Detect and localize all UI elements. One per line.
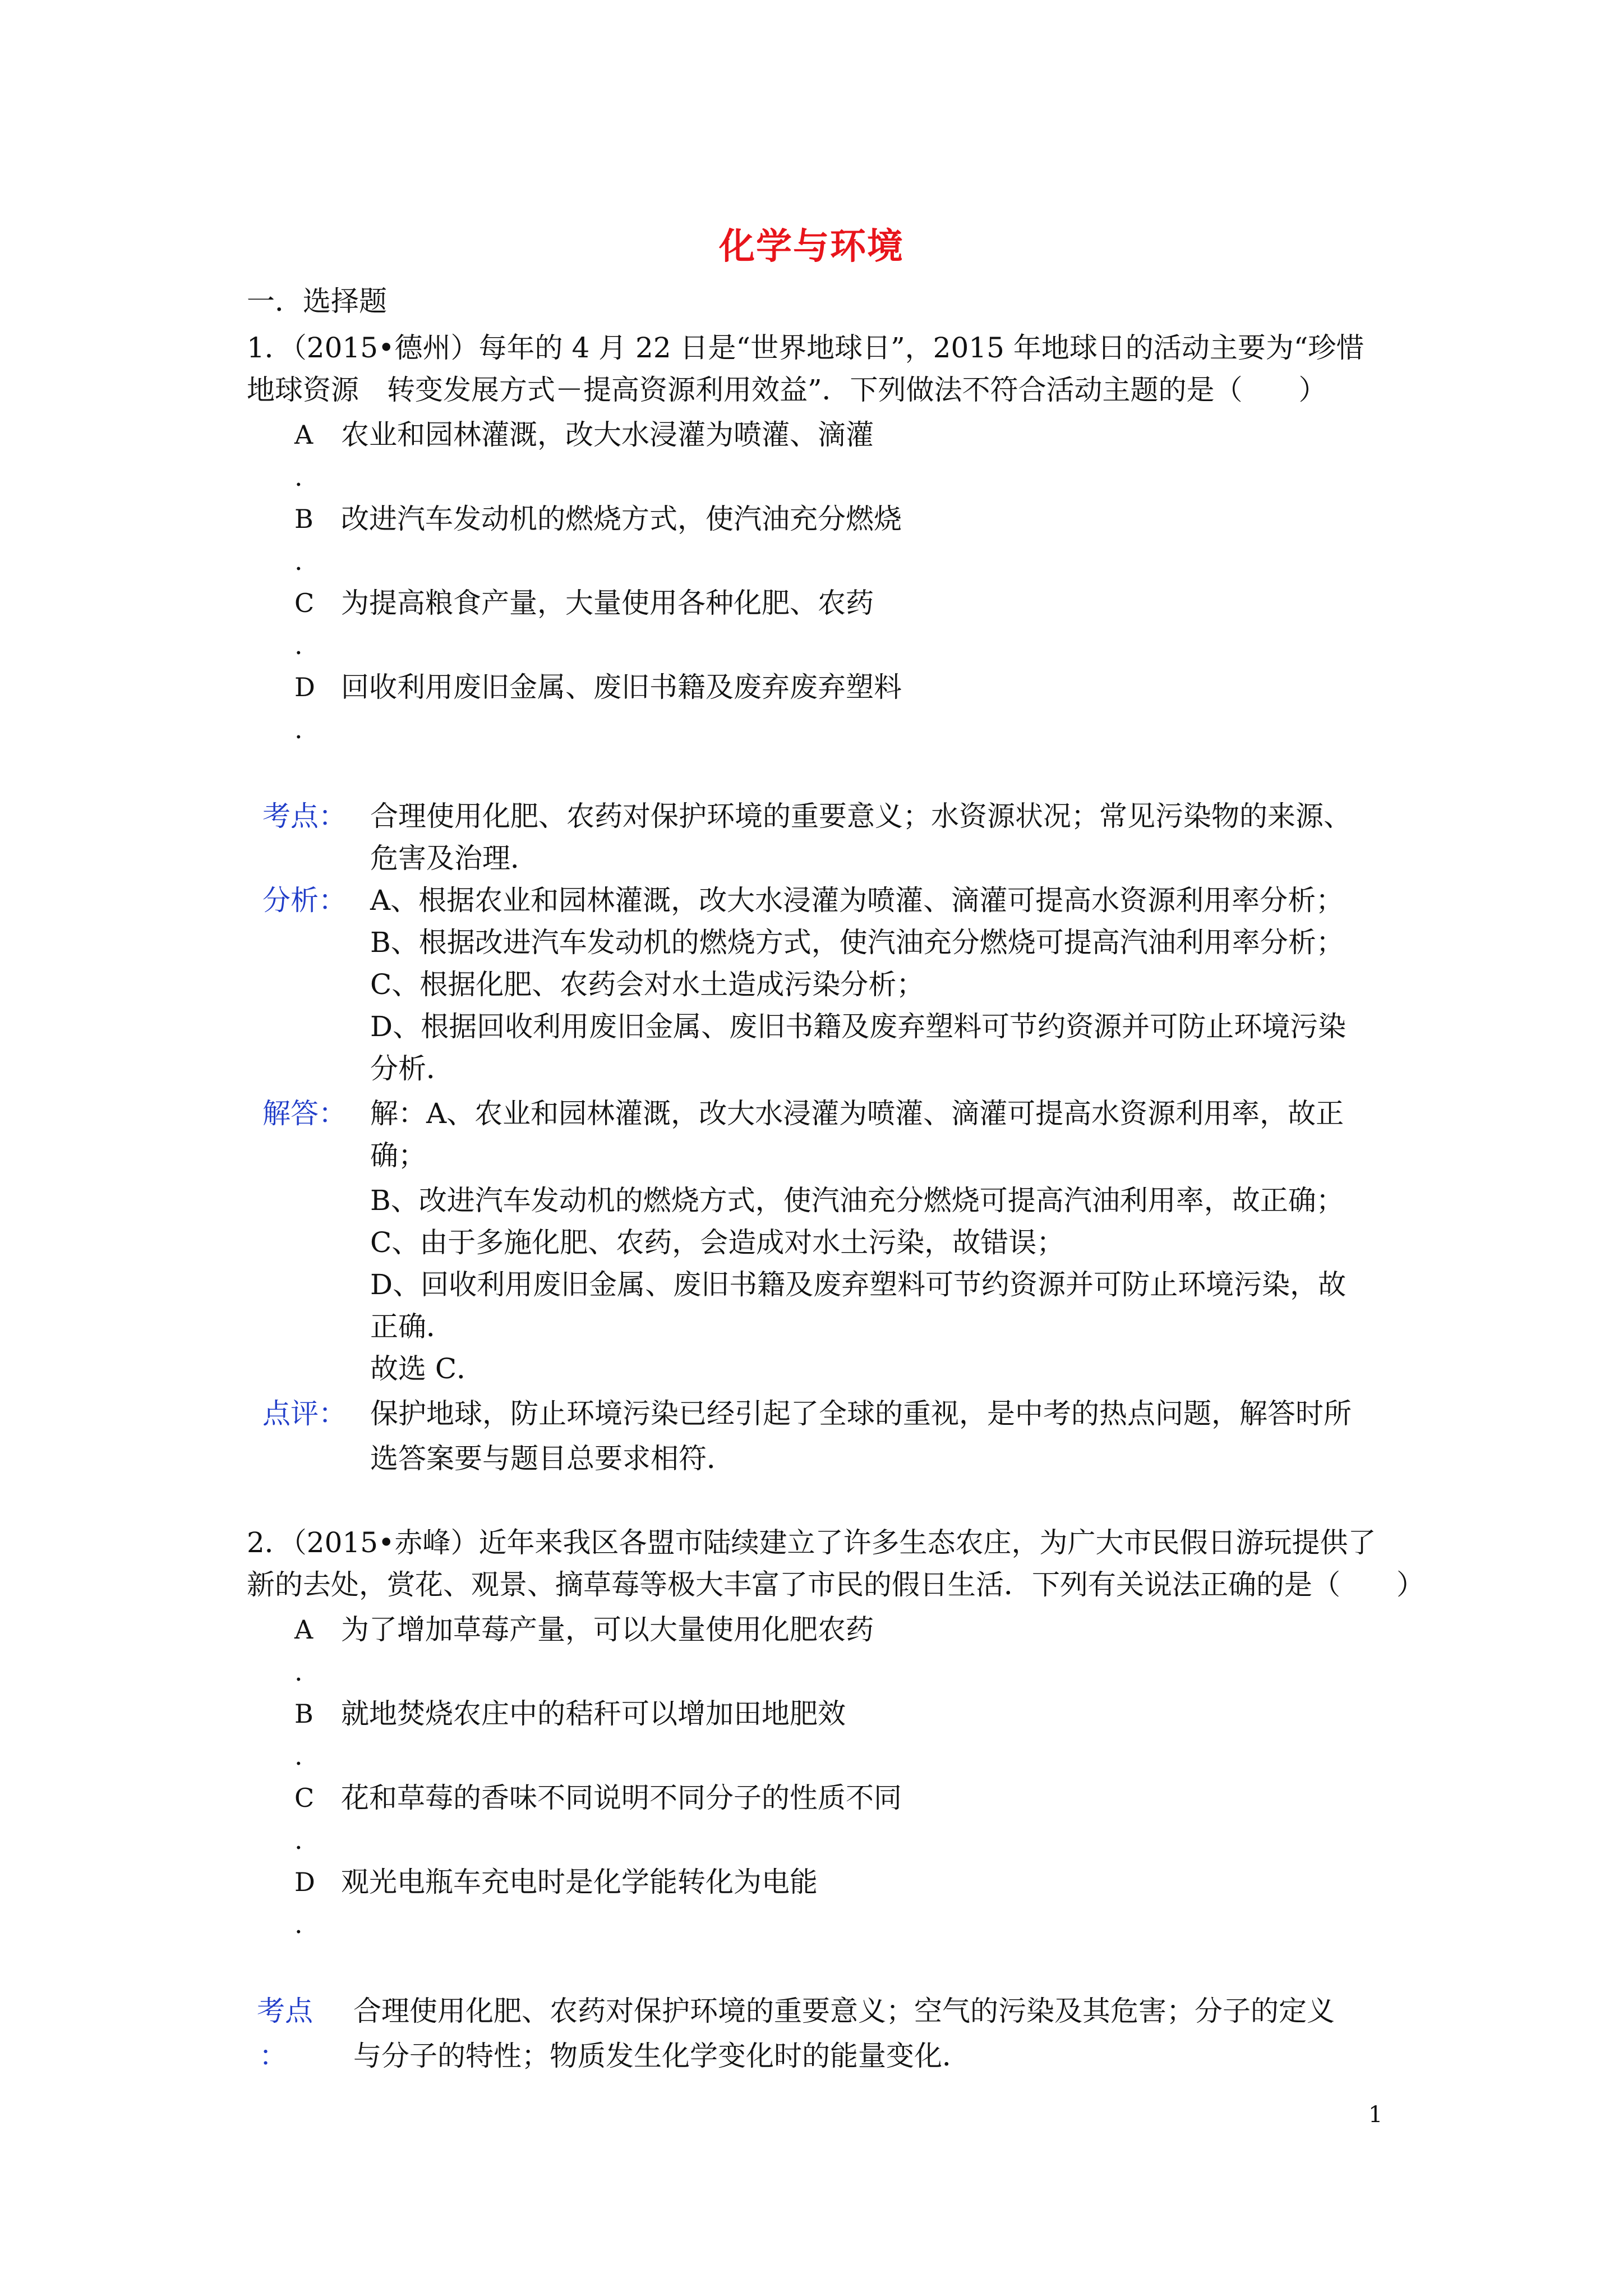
q1-option-a-letter: A bbox=[294, 420, 313, 450]
q2-option-a-dot: . bbox=[294, 1657, 303, 1687]
q1-stem-line2: 地球资源 转变发展方式－提高资源利用效益”．下列做法不符合活动主题的是（ ） bbox=[247, 374, 1327, 406]
q1-fenxi-label: 分析： bbox=[262, 884, 347, 917]
q1-jieda-line: C、由于多施化肥、农药，会造成对水土污染，故错误； bbox=[370, 1226, 1065, 1259]
q1-option-d-text: 回收利用废旧金属、废旧书籍及废弃废弃塑料 bbox=[341, 671, 902, 703]
q1-jieda-line: 故选 C． bbox=[370, 1352, 485, 1385]
q2-option-c-text: 花和草莓的香味不同说明不同分子的性质不同 bbox=[341, 1782, 902, 1814]
q2-option-b-dot: . bbox=[294, 1741, 303, 1771]
page-title: 化学与环境 bbox=[719, 226, 904, 268]
q2-option-c-dot: . bbox=[294, 1825, 303, 1855]
q2-stem-line2: 新的去处，赏花、观景、摘草莓等极大丰富了市民的假日生活．下列有关说法正确的是（ ） bbox=[247, 1568, 1424, 1601]
q2-stem-line1: 2．（2015•赤峰）近年来我区各盟市陆续建立了许多生态农庄，为广大市民假日游玩提供了 bbox=[247, 1526, 1376, 1559]
q2-option-a-letter: A bbox=[294, 1614, 313, 1645]
q1-dianping-line: 选答案要与题目总要求相符． bbox=[370, 1442, 735, 1475]
q2-kaodian-label-colon: ： bbox=[259, 2040, 287, 2072]
q1-stem-line1: 1．（2015•德州）每年的 4 月 22 日是“世界地球日”，2015 年地球日的活动主要为“珍惜 bbox=[247, 332, 1364, 364]
q1-jieda-line: 确； bbox=[370, 1139, 426, 1172]
q2-option-b-text: 就地焚烧农庄中的秸秆可以增加田地肥效 bbox=[341, 1697, 846, 1730]
q1-kaodian-label: 考点： bbox=[262, 800, 347, 832]
q1-jieda-line: 解：A、农业和园林灌溉，改大水浸灌为喷灌、滴灌可提高水资源利用率，故正 bbox=[370, 1097, 1344, 1130]
q1-option-d-dot: . bbox=[294, 714, 303, 744]
q2-option-d-dot: . bbox=[294, 1909, 303, 1939]
q1-jieda-line: 正确． bbox=[370, 1310, 454, 1343]
q1-fenxi-line: A、根据农业和园林灌溉，改大水浸灌为喷灌、滴灌可提高水资源利用率分析； bbox=[370, 884, 1344, 917]
q1-fenxi-line: C、根据化肥、农药会对水土造成污染分析； bbox=[370, 968, 925, 1001]
q2-option-b-letter: B bbox=[294, 1699, 313, 1729]
q2-kaodian-line: 合理使用化肥、农药对保护环境的重要意义；空气的污染及其危害；分子的定义 bbox=[353, 1995, 1335, 2027]
q1-option-c-letter: C bbox=[294, 588, 315, 618]
q2-kaodian-line: 与分子的特性；物质发生化学变化时的能量变化． bbox=[353, 2040, 970, 2072]
q1-kaodian-line: 合理使用化肥、农药对保护环境的重要意义；水资源状况；常见污染物的来源、 bbox=[370, 800, 1352, 832]
q1-option-a-text: 农业和园林灌溉，改大水浸灌为喷灌、滴灌 bbox=[341, 418, 874, 451]
q1-kaodian-line: 危害及治理． bbox=[370, 842, 538, 875]
q2-option-c-letter: C bbox=[294, 1783, 315, 1813]
q1-option-b-dot: . bbox=[294, 546, 303, 576]
q1-fenxi-line: D、根据回收利用废旧金属、废旧书籍及废弃塑料可节约资源并可防止环境污染 bbox=[370, 1010, 1347, 1043]
q1-jieda-line: D、回收利用废旧金属、废旧书籍及废弃塑料可节约资源并可防止环境污染，故 bbox=[370, 1268, 1347, 1301]
page-number: 1 bbox=[1368, 2102, 1383, 2128]
q1-option-d-letter: D bbox=[294, 672, 315, 702]
q2-kaodian-label: 考点 bbox=[257, 1995, 313, 2027]
q2-option-d-letter: D bbox=[294, 1867, 315, 1897]
q1-dianping-line: 保护地球，防止环境污染已经引起了全球的重视，是中考的热点问题，解答时所 bbox=[370, 1397, 1352, 1430]
q1-option-a-dot: . bbox=[294, 462, 303, 492]
q1-fenxi-line: 分析． bbox=[370, 1052, 454, 1085]
section-heading: 一．选择题 bbox=[247, 285, 387, 318]
q1-jieda-line: B、改进汽车发动机的燃烧方式，使汽油充分燃烧可提高汽油利用率，故正确； bbox=[370, 1184, 1344, 1217]
q1-fenxi-line: B、根据改进汽车发动机的燃烧方式，使汽油充分燃烧可提高汽油利用率分析； bbox=[370, 926, 1344, 959]
q1-jieda-label: 解答： bbox=[262, 1097, 347, 1130]
q1-option-c-text: 为提高粮食产量，大量使用各种化肥、农药 bbox=[341, 587, 874, 619]
q2-option-a-text: 为了增加草莓产量，可以大量使用化肥农药 bbox=[341, 1613, 874, 1646]
q1-option-c-dot: . bbox=[294, 630, 303, 660]
q1-dianping-label: 点评： bbox=[262, 1397, 347, 1430]
q1-option-b-letter: B bbox=[294, 504, 313, 534]
q1-option-b-text: 改进汽车发动机的燃烧方式，使汽油充分燃烧 bbox=[341, 503, 902, 535]
q2-option-d-text: 观光电瓶车充电时是化学能转化为电能 bbox=[341, 1866, 818, 1898]
